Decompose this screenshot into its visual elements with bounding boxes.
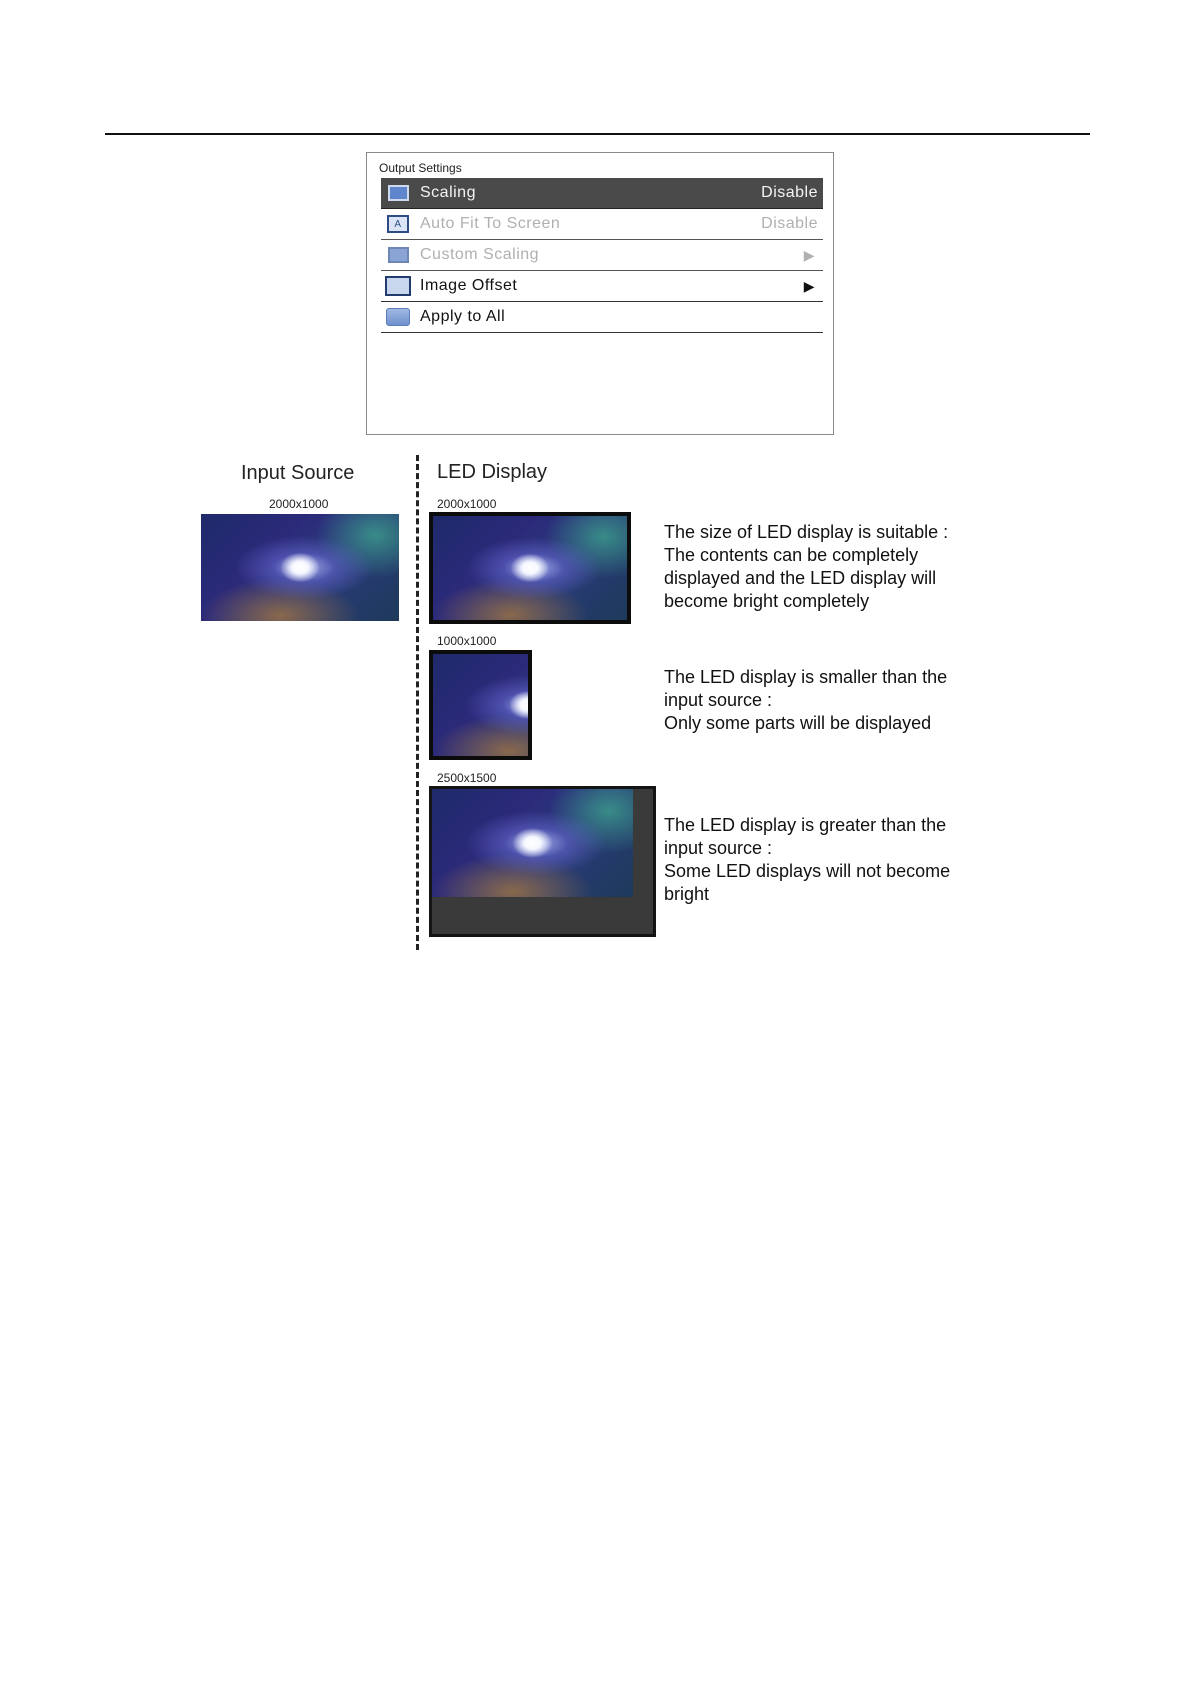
led-display-greater-image: [432, 789, 633, 897]
menu-item-auto-fit[interactable]: [381, 209, 823, 240]
case-description: The LED display is smaller than the input source : Only some parts will be displayed: [664, 667, 948, 733]
menu-item-image-offset[interactable]: [381, 271, 823, 302]
led-display-greater-frame: [429, 786, 656, 937]
menu-item-value: Disable: [761, 184, 818, 201]
case-resolution-label: 1000x1000: [437, 634, 497, 648]
input-source-image: [201, 514, 399, 621]
menu-item-label: Apply to All: [420, 308, 506, 325]
chevron-right-icon: ▶: [803, 277, 815, 294]
led-display-smaller-image: [429, 650, 532, 760]
case-resolution-label: 2500x1500: [437, 771, 497, 785]
scaling-icon: [384, 182, 412, 204]
chevron-right-icon: ▶: [803, 246, 815, 263]
menu-item-label: Custom Scaling: [420, 246, 540, 263]
apply-all-icon: [384, 306, 412, 328]
case-description: The size of LED display is suitable : The contents can be completely displayed and the LED display will become bright completely: [664, 522, 949, 611]
case-resolution-label: 2000x1000: [437, 497, 497, 511]
case-description: The LED display is greater than the input source : Some LED displays will not become bright: [664, 815, 951, 904]
led-display-suitable-image: [429, 512, 631, 624]
menu-item-label: Image Offset: [420, 277, 518, 294]
menu-item-apply-all[interactable]: [381, 302, 823, 333]
menu-title: Output Settings: [379, 161, 462, 175]
custom-scaling-icon: [384, 244, 412, 266]
menu-item-custom-scaling[interactable]: [381, 240, 823, 271]
menu-item-value: Disable: [761, 215, 818, 232]
output-settings-menu: [366, 152, 834, 435]
menu-item-label: Auto Fit To Screen: [420, 215, 561, 232]
menu-list: [381, 178, 823, 333]
auto-fit-icon: A: [384, 213, 412, 235]
page-top-rule: [105, 133, 1090, 135]
input-source-heading: Input Source: [241, 462, 355, 484]
image-offset-icon: [384, 275, 412, 297]
led-display-heading: LED Display: [437, 461, 548, 483]
dashed-divider: [416, 455, 419, 950]
menu-item-scaling[interactable]: [381, 178, 823, 209]
input-resolution-label: 2000x1000: [269, 497, 329, 511]
menu-item-label: Scaling: [420, 184, 476, 201]
